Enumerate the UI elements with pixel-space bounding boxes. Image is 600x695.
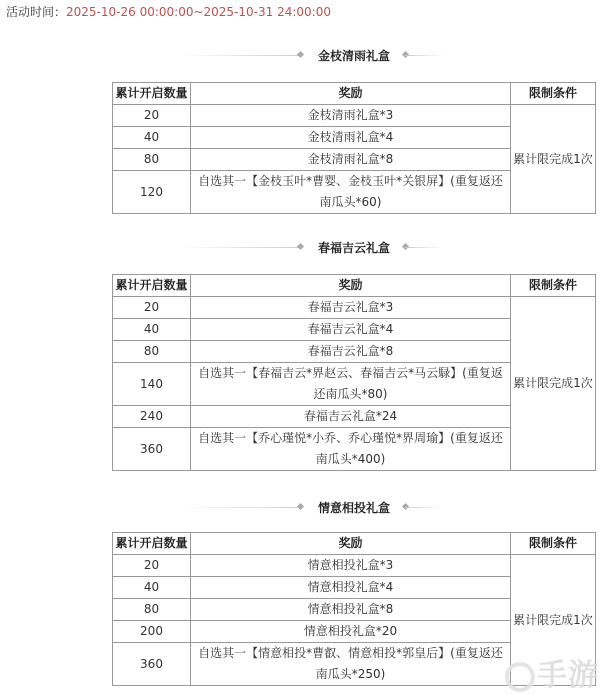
table-row (113, 555, 596, 577)
table-row (113, 297, 596, 319)
table-header-row (113, 83, 596, 105)
divider-line (405, 55, 445, 56)
header-count: 累计开启数量 (113, 533, 191, 555)
divider-line (180, 507, 300, 508)
count-cell: 40 (113, 577, 191, 599)
count-cell: 20 (113, 297, 191, 319)
count-cell: 80 (113, 341, 191, 363)
activity-time-value: 2025-10-26 00:00:00~2025-10-31 24:00:00 (66, 5, 331, 19)
reward-cell: 情意相投礼盒*4 (191, 577, 511, 599)
divider-line (405, 247, 445, 248)
header-limit: 限制条件 (511, 275, 596, 297)
reward-cell: 金枝清雨礼盒*3 (191, 105, 511, 127)
count-cell: 200 (113, 621, 191, 643)
count-cell: 20 (113, 555, 191, 577)
header-limit: 限制条件 (511, 533, 596, 555)
count-cell: 120 (113, 171, 191, 214)
section-title-1 (0, 45, 600, 65)
reward-cell: 春福吉云礼盒*3 (191, 297, 511, 319)
count-cell: 80 (113, 599, 191, 621)
activity-time (6, 4, 331, 20)
table-header-row (113, 533, 596, 555)
divider-line (180, 55, 300, 56)
diamond-icon (297, 51, 304, 58)
count-cell: 40 (113, 127, 191, 149)
header-limit: 限制条件 (511, 83, 596, 105)
limit-cell: 累计限完成1次 (511, 105, 596, 214)
section-title-text: 情意相投礼盒 (318, 501, 391, 515)
reward-cell: 金枝清雨礼盒*8 (191, 149, 511, 171)
count-cell: 80 (113, 149, 191, 171)
section-title-text: 金枝清雨礼盒 (318, 49, 391, 63)
limit-cell: 累计限完成1次 (511, 555, 596, 686)
reward-table-2 (112, 274, 596, 471)
header-reward: 奖励 (191, 533, 511, 555)
header-count: 累计开启数量 (113, 275, 191, 297)
limit-cell: 累计限完成1次 (511, 297, 596, 471)
reward-cell: 春福吉云礼盒*24 (191, 406, 511, 428)
count-cell: 40 (113, 319, 191, 341)
section-title-2 (0, 237, 600, 257)
reward-table-1 (112, 82, 596, 214)
count-cell: 360 (113, 643, 191, 686)
header-reward: 奖励 (191, 83, 511, 105)
table-header-row (113, 275, 596, 297)
watermark (505, 650, 599, 694)
diamond-icon (297, 503, 304, 510)
watermark-text: 手游 (537, 658, 599, 693)
reward-cell: 自选其一【春福吉云*界赵云、春福吉云*马云騄】(重复返还南瓜头*80) (191, 363, 511, 406)
header-reward: 奖励 (191, 275, 511, 297)
count-cell: 140 (113, 363, 191, 406)
reward-cell: 自选其一【情意相投*曹叡、情意相投*郭皇后】(重复返还南瓜头*250) (191, 643, 511, 686)
reward-cell: 自选其一【乔心瑾悦*小乔、乔心瑾悦*界周瑜】(重复返还南瓜头*400) (191, 428, 511, 471)
header-count: 累计开启数量 (113, 83, 191, 105)
divider-line (405, 507, 445, 508)
count-cell: 360 (113, 428, 191, 471)
count-cell: 240 (113, 406, 191, 428)
section-title-3 (0, 497, 600, 517)
reward-cell: 情意相投礼盒*3 (191, 555, 511, 577)
watermark-logo-icon (505, 662, 535, 692)
reward-cell: 自选其一【金枝玉叶*曹婴、金枝玉叶*关银屏】(重复返还南瓜头*60) (191, 171, 511, 214)
reward-cell: 情意相投礼盒*8 (191, 599, 511, 621)
reward-cell: 春福吉云礼盒*8 (191, 341, 511, 363)
table-row (113, 105, 596, 127)
activity-time-label: 活动时间： (6, 5, 67, 19)
reward-cell: 情意相投礼盒*20 (191, 621, 511, 643)
reward-cell: 春福吉云礼盒*4 (191, 319, 511, 341)
count-cell: 20 (113, 105, 191, 127)
divider-line (180, 247, 300, 248)
diamond-icon (297, 243, 304, 250)
reward-cell: 金枝清雨礼盒*4 (191, 127, 511, 149)
section-title-text: 春福吉云礼盒 (318, 241, 391, 255)
